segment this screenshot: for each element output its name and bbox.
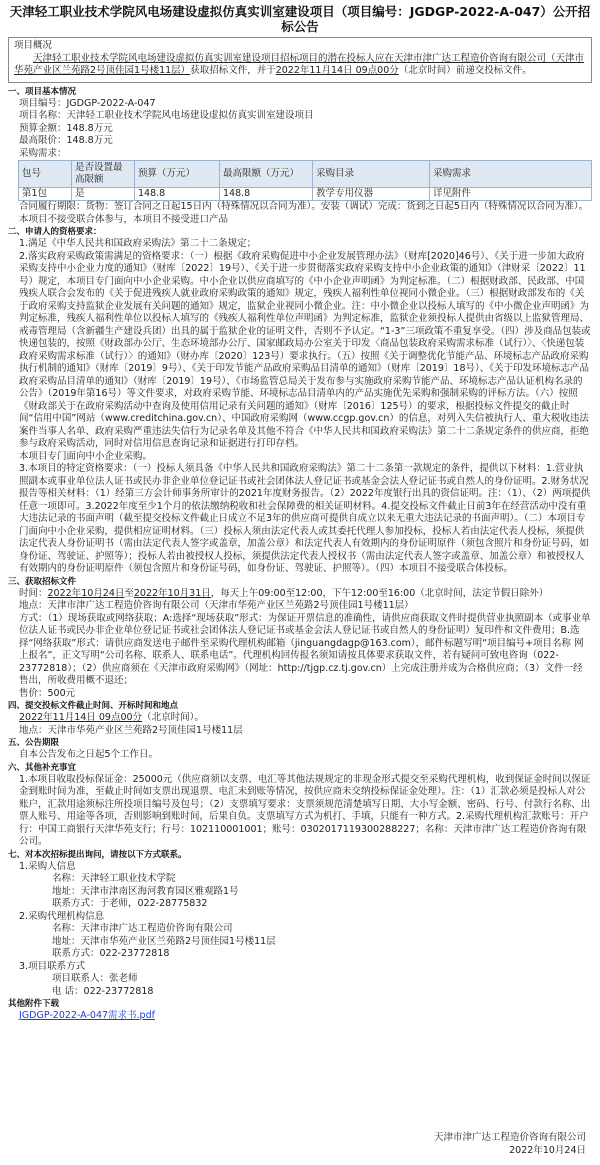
section-basic-info-heading: 一、项目基本情况	[8, 86, 77, 97]
cell-package: 第1包	[19, 188, 72, 201]
section-qualifications	[8, 227, 592, 576]
section-contact-heading: 七、对本次招标提出询问，请按以下方式联系。	[8, 849, 187, 860]
col-package: 包号	[19, 161, 72, 188]
col-catalog: 采购目录	[313, 161, 430, 188]
cell-catalog: 教学专用仪器	[313, 188, 430, 201]
col-demand: 采购需求	[430, 161, 592, 188]
section-deadline-heading: 四、提交投标文件截止时间、开标时间和地点	[8, 701, 179, 711]
section-period-heading: 五、公告期限	[8, 738, 60, 748]
get-documents-place: 地点：天津市津广达工程造价咨询有限公司（天津市华苑产业区兰苑路2号顶佳园1号楼11层）	[19, 600, 414, 611]
section-deadline	[8, 701, 592, 737]
max-price: 最高限价：148.8万元	[19, 135, 113, 146]
time-label: 时间：	[19, 587, 48, 599]
agency-contact: 联系方式：022-23772818	[52, 948, 170, 959]
qualification-2: 2.落实政府采购政策需满足的资格要求：（一）根据《政府采购促进中小企业发展管理办法》（财库[2020]46号）、《关于进一步加大政府采购支持中小企业力度的通知》（财库〔2022〕19号）、《关于进一步贯彻落实政府采购支持中小企业政策的通知》（津财采〔2022〕11号）规定，本项目专门面向中小企业采购。中小企业以供应商填写的《中小企业声明函》为判定标准。（二）根据财政部、民政部、中国残疾人联合会发布的《关于促进残疾人就业政府采购政策的通知》规定，残疾人福利性单位视同小微企业。（三）根据财政部发布的《关于政府采购支持监狱企业发展有关问题的通知》规定，监狱企业视同小微企业。注：中小微企业以投标人填写的《中小微企业声明函》为判定标准，残疾人福利性单位以投标人填写的《残疾人福利性单位声明函》为判定标准，监狱企业须投标人提供由省级以上监狱管理局、戒毒管理局（含新疆生产建设兵团）出具的属于监狱企业的证明文件，否则不予认定。“1-3”三项政策不重复享受。（四）涉及商品包装或快递包装的，按照《财政部办公厅、生态环境部办公厅、国家邮政局办公室关于印发〈商品包装政府采购需求标准（试行）〉、〈快递包装政府采购需求标准（试行）〉的通知》（财办库〔2020〕123号）要求执行。（五）按照《关于调整优化节能产品、环境标志产品政府采购执行机制的通知》（财库〔2019〕9号）、《关于印发节能产品政府采购品目清单的通知》（财库〔2019〕18号）、《关于印发环境标志产品政府采购品目清单的通知》（财库〔2019〕19号）、《市场监管总局关于发布参与实施政府采购节能产品、环境标志产品认证机构名录的公告》（2019年第16号）等文件要求，对政府采购节能、环境标志品目清单内的产品实施优先采购和强制采购的评标方法。（六）按照《财政部关于在政府采购活动中查询及使用信用记录有关问题的通知》（财库〔2016〕125号）的要求，根据投标文件提交的截止时间“信用中国”网站（www.creditchina.gov.cn）、中国政府采购网（www.ccgp.gov.cn）的信息，对列入失信被执行人、重大税收违法案件当事人名单、政府采购严重违法失信行为记录名单及其他不符合《中华人民共和国政府采购法》第二十二条规定条件的供应商，拒绝参与政府采购活动，同时对信用信息查询记录和证据进行打印存档。	[19, 250, 591, 449]
section-basic-info	[8, 87, 592, 227]
deadline-time	[8, 712, 592, 725]
section-get-documents	[8, 577, 592, 701]
qualification-2b: 本项目专门面向中小企业采购。	[19, 450, 153, 462]
agency-name: 名称：天津市津广达工程造价咨询有限公司	[52, 923, 233, 934]
attachments-heading: 其他附件下载	[8, 999, 60, 1009]
overview-deadline: 2022年11月14日 09点00分	[275, 65, 399, 76]
col-max-limit: 最高限额（万元）	[220, 161, 313, 188]
overview-text-c: 获取招标文件，并于	[190, 65, 276, 76]
signature-date: 2022年10月24日	[509, 1144, 586, 1156]
purchaser-contact: 联系方式：于老师，022-28775832	[52, 898, 208, 909]
deadline-place: 地点：天津市华苑产业区兰苑路2号顶佳园1号楼11层	[19, 724, 243, 736]
project-contact-phone: 电 话：022-23772818	[52, 985, 154, 997]
cell-max-limit: 148.8	[220, 188, 313, 201]
cell-budget: 148.8	[135, 188, 220, 201]
project-contact-person: 项目联系人：张老师	[52, 973, 138, 984]
to-label: 至	[124, 587, 134, 599]
start-date: 2022年10月24日	[47, 587, 125, 599]
time-rest: ，每天上午09:00至12:00，下午12:00至16:00（北京时间，法定节假日除外）	[210, 587, 549, 599]
section-qualifications-heading: 二、申请人的资格要求：	[8, 227, 102, 237]
section-other-heading: 六、其他补充事宜	[8, 762, 77, 773]
consortium-note: 本项目不接受联合体参与，本项目不接受进口产品	[19, 213, 229, 225]
agency-address: 地址：天津市华苑产业区兰苑路2号顶佳园1号楼11层	[52, 935, 276, 947]
end-date: 2022年10月31日	[133, 587, 211, 599]
section-other	[8, 763, 592, 849]
cell-has-limit: 是	[72, 188, 135, 201]
purchaser-address: 地址：天津市津南区海河教育园区雅观路1号	[52, 885, 239, 897]
attachment-pdf-link[interactable]: JGDGP-2022-A-047需求书.pdf	[19, 1010, 155, 1021]
section-attachments	[8, 999, 592, 1023]
announcement-title: 天津轻工职业技术学院风电场建设虚拟仿真实训室建设项目（项目编号：JGDGP-2022-A-047）公开招标公告	[9, 4, 591, 34]
col-has-limit: 是否设置最高限额	[72, 161, 135, 188]
purchaser-name: 名称：天津轻工职业技术学院	[52, 873, 176, 884]
signature	[434, 1132, 586, 1157]
contract-period: 合同履行期限：货物：签订合同之日起15日内（特殊情况以合同为准）。安装（调试）完成：货到之日起5日内（特殊情况以合同为准）。	[19, 201, 589, 212]
period-text: 自本公告发布之日起5个工作日。	[19, 749, 159, 760]
budget-amount: 预算金额：148.8万元	[19, 122, 113, 134]
get-documents-method: 方式：（1）现场获取或网络获取；A:选择“现场获取”形式：为保证开票信息的准确性，请供应商获取文件时提供营业执照副本（或事业单位法人证书或民办非企业单位登记证书或社会团体法人登记证书或基金会法人登记证书或自然人的身份证明）复印件和文件费用；B.选择“网络获取”形式：请供应商发送电子邮件至采购代理机构邮箱（jinguangdagp@163.com），邮件标题写明“项目编号+项目名称 网上报名”，正文写明“公司名称、联系人、联系电话”。代理机构回传报名须知请按具体要求获取文件，若有疑问可致电咨询（022-23772818）；（2）供应商须在《天津市政府采购网》（网址：http://tjgp.cz.tj.gov.cn）上完成注册并成为合格供应商；（3）文件一经售出，所收费用概不退还；	[19, 612, 591, 686]
section-contact	[8, 850, 592, 999]
get-documents-time	[8, 588, 592, 601]
procurement-demand-label: 采购需求：	[19, 147, 67, 159]
announcement-page	[8, 0, 592, 1156]
overview-text	[14, 53, 586, 78]
overview-agency: 天津市津广达工程造价咨询有限公司（天津市华苑产业区兰苑路2号顶佳园1号楼11层）	[14, 52, 585, 76]
section-get-documents-heading: 三、获取招标文件	[8, 576, 77, 587]
other-text: 1.本项目收取投标保证金：25000元（供应商须以支票、电汇等其他法规规定的非现金形式提交至采购代理机构，收到保证金时间以保证金到账时间为准，至截止时间如支票出现退票、电汇未到账等情况，按供应商未交纳投标保证金处理）。注：（1）汇款必须是投标人对公账户，汇款用途须标注所投项目编号及包号；（2）支票填写要求：支票须规范清楚填写日期、大小写金额、密码、行号、付款行名称、出票人账号、用途等各项，否则影响到账时间，后果自负。支票填写方式为机打、手填，只能有一种方式。2.采购代理机构汇款账号：开户行：中国工商银行天津华苑支行；行号：102110001001；账号：0302017119300288227；名称：天津市津广达工程造价咨询有限公司。	[19, 773, 591, 847]
signature-org: 天津市津广达工程造价咨询有限公司	[433, 1132, 586, 1143]
deadline-date: 2022年11月14日 09点00分	[19, 712, 143, 723]
purchaser-heading: 1.采购人信息	[19, 860, 76, 872]
qualification-1: 1.满足《中华人民共和国政府采购法》第二十二条规定；	[19, 238, 257, 249]
overview-heading: 项目概况	[14, 40, 53, 51]
project-name: 项目名称：天津轻工职业技术学院风电场建设虚拟仿真实训室建设项目	[19, 110, 314, 121]
col-budget: 预算（万元）	[135, 161, 220, 188]
project-contact-heading: 3.项目联系方式	[19, 960, 86, 972]
cell-demand: 详见附件	[430, 188, 592, 201]
overview-text-a: 天津轻工职业技术学院风电场建设虚拟仿真实训室建设项目招标项目的潜在投标人应在	[33, 52, 395, 64]
qualification-3: 3.本项目的特定资格要求：（一）投标人须具备《中华人民共和国政府采购法》第二十二条第一款规定的条件，提供以下材料：1.营业执照副本或事业单位法人证书或民办非企业单位登记证书或社会团体法人登记证书或基金会法人登记证书或自然人的身份证明。2.财务状况报告等相关材料：（1）经第三方会计师事务所审计的2021年度财务报告。（2）2022年度银行出具的资信证明。注：（1）、（2）两项提供任意一项即可。3.2022年度至少1个月的依法缴纳税收和社会保障费的相关证明材料。4.提交投标文件截止日前3年在经营活动中没有重大违法记录的书面声明（截至提交投标文件截止日成立不足3年的供应商可提供自成立以来无重大违法记录的书面声明）。（二）本项目专门面向中小企业采购，提供相应证明材料。（三）投标人须由法定代表人或其委托代理人参加投标，投标人若由法定代表人投标，须提供法定代表人身份证明书（需由法定代表人签字或盖章，加盖公章）和法定代表人有效期内的身份证明原件（须包含照片和身份证号码，如身份证、驾驶证、护照等）；投标人若由被授权人投标，须提供法定代表人授权书（需由法定代表人签字或盖章、加盖公章）和被授权人有效期内的身份证明原件（须包含照片和身份证号码，如身份证、驾驶证、护照等）。（四）本项目不接受联合体投标。	[19, 463, 591, 574]
agency-heading: 2.采购代理机构信息	[19, 910, 105, 922]
table-row	[19, 188, 592, 201]
section-period	[8, 738, 592, 762]
project-number: 项目编号：JGDGP-2022-A-047	[19, 97, 156, 109]
deadline-note: （北京时间）。	[142, 712, 204, 723]
package-table	[18, 160, 592, 201]
package-table-header	[19, 161, 592, 188]
document-price: 售价：500元	[19, 687, 76, 699]
project-overview-box	[8, 37, 592, 83]
overview-text-e: （北京时间）前递交投标文件。	[398, 65, 532, 76]
